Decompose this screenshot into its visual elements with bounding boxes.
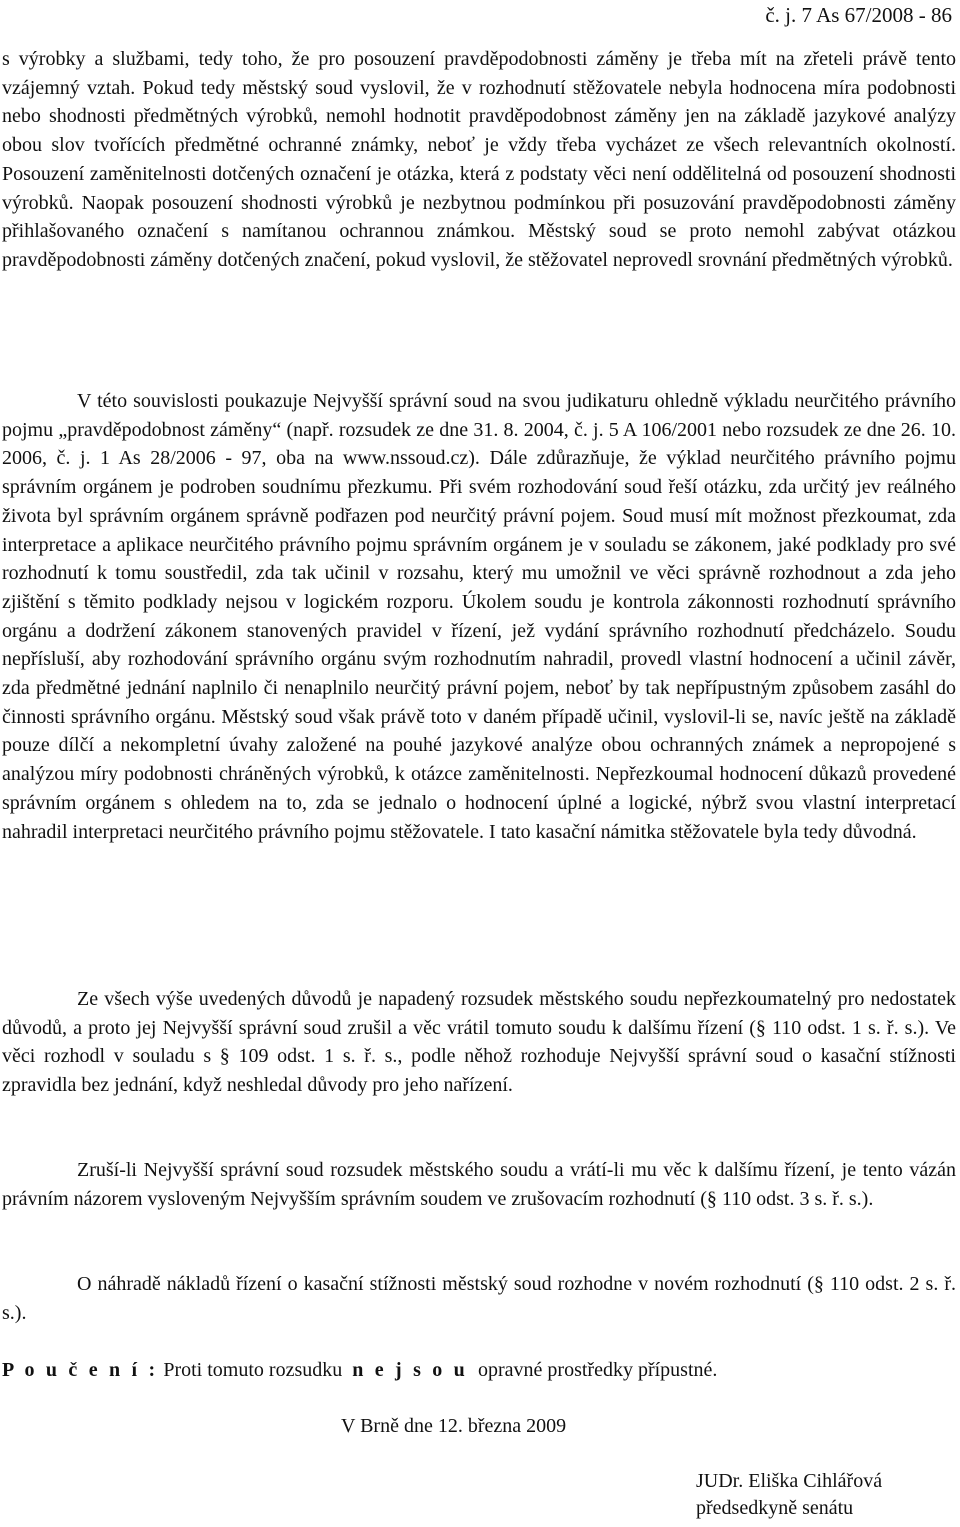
notice-emphasis: n e j s o u	[352, 1359, 469, 1381]
paragraph-4: Zruší-li Nejvyšší správní soud rozsudek městského soudu a vrátí-li mu věc k dalšímu řízení, je tento vázán právním názorem vysloveným Nejvyšším správním soudem ve zrušovacím rozhodnutí (§ 110 odst. 3 s. ř. s.).	[2, 1159, 956, 1210]
notice-text-after: opravné prostředky přípustné.	[468, 1359, 718, 1381]
signer-name: JUDr. Eliška Cihlářová	[696, 1470, 883, 1492]
paragraph-3: Ze všech výše uvedených důvodů je napadený rozsudek městského soudu nepřezkoumatelný pro nedostatek důvodů, a proto jej Nejvyšší správní soud zrušil a věc vrátil tomuto soudu k dalšímu řízení (§ 110 odst. 1 s. ř. s.). Ve věci rozhodl v souladu s § 109 odst. 1 s. ř. s., podle něhož rozhoduje Nejvyšší správní soud o kasační stížnosti zpravidla bez jednání, když neshledal důvody pro jeho nařízení.	[2, 988, 956, 1097]
signer-title: předsedkyně senátu	[696, 1497, 854, 1519]
legal-notice	[2, 1356, 717, 1384]
paragraph-2: V této souvislosti poukazuje Nejvyšší správní soud na svou judikaturu ohledně výkladu neurčitého právního pojmu „pravděpodobnost záměny“ (např. rozsudek ze dne 31. 8. 2004, č. j. 5 A 106/2001 nebo rozsudek ze dne 26. 10. 2006, č. j. 1 As 28/2006 - 97, oba na www.nssoud.cz). Dále zdůrazňuje, že výklad neurčitého právního pojmu správním orgánem je podroben soudnímu přezkumu. Při svém rozhodování soud řeší otázku, zda určitý jev reálného života byl správním orgánem správně podřazen pod neurčitý právní pojem. Soud musí mít možnost přezkoumat, zda interpretace a aplikace neurčitého právního pojmu správním orgánem je v souladu se zákonem, jaké podklady pro své rozhodnutí k tomu soustředil, zda tak učinil v rozsahu, který mu umožnil ve věci správně rozhodnout a zda jeho zjištění s těmito podklady nejsou v logickém rozporu. Úkolem soudu je kontrola zákonnosti rozhodnutí správního orgánu a dodržení zákonem stanovených pravidel v řízení, jež vydání správního rozhodnutí předcházelo. Soudu nepřísluší, aby rozhodování správního orgánu svým rozhodnutím nahradil, provedl vlastní hodnocení a učinil závěr, zda předmětné jednání naplnilo či nenaplnilo neurčitý právní pojem, neboť by tak nepřípustným způsobem zasáhl do činnosti správního orgánu. Městský soud však právě toto v daném případě učinil, vyslovil-li se, navíc ještě na základě pouze dílčí a nekompletní úvahy založené na pouhé jazykové analýze obou ochranných známek a nepropojené s analýzou míry podobnosti chráněných výrobků, k otázce zaměnitelnosti. Nepřezkoumal hodnocení důkazů provedené správním orgánem s ohledem na to, zda se jednalo o hodnocení úplné a logické, nýbrž svou vlastní interpretací nahradil interpretaci neurčitého právního pojmu stěžovatele. I tato kasační námitka stěžovatele byla tedy důvodná.	[2, 390, 956, 843]
notice-label: P o u č e n í :	[2, 1359, 159, 1381]
place-and-date: V Brně dne 12. března 2009	[341, 1415, 567, 1437]
signature-block	[696, 1468, 882, 1522]
notice-text-before: Proti tomuto rozsudku	[158, 1359, 348, 1381]
case-number: č. j. 7 As 67/2008 - 86	[765, 3, 952, 27]
paragraph-5: O náhradě nákladů řízení o kasační stížnosti městský soud rozhodne v novém rozhodnutí (§ 110 odst. 2 s. ř. s.).	[2, 1273, 956, 1324]
paragraph-1: s výrobky a službami, tedy toho, že pro posouzení pravděpodobnosti záměny je třeba mít na zřeteli právě tento vzájemný vztah. Pokud tedy městský soud vyslovil, že v rozhodnutí stěžovatele nebyla hodnocena míra podobnosti nebo shodnosti předmětných výrobků, nemohl hodnotit pravděpodobnost záměny jen na základě jazykové analýzy obou slov tvořících předmětné ochranné známky, neboť je vždy třeba vycházet ze všech relevantních okolností. Posouzení zaměnitelnosti dotčených označení je otázka, která z podstaty věci není oddělitelná od posouzení shodnosti výrobků. Naopak posouzení shodnosti výrobků je nezbytnou podmínkou při posuzování pravděpodobnosti záměny přihlašovaného označení s namítanou ochrannou známkou. Městský soud se proto nemohl zabývat otázkou pravděpodobnosti záměny dotčených značení, pokud vyslovil, že stěžovatel neprovedl srovnání předmětných výrobků.	[2, 48, 956, 271]
